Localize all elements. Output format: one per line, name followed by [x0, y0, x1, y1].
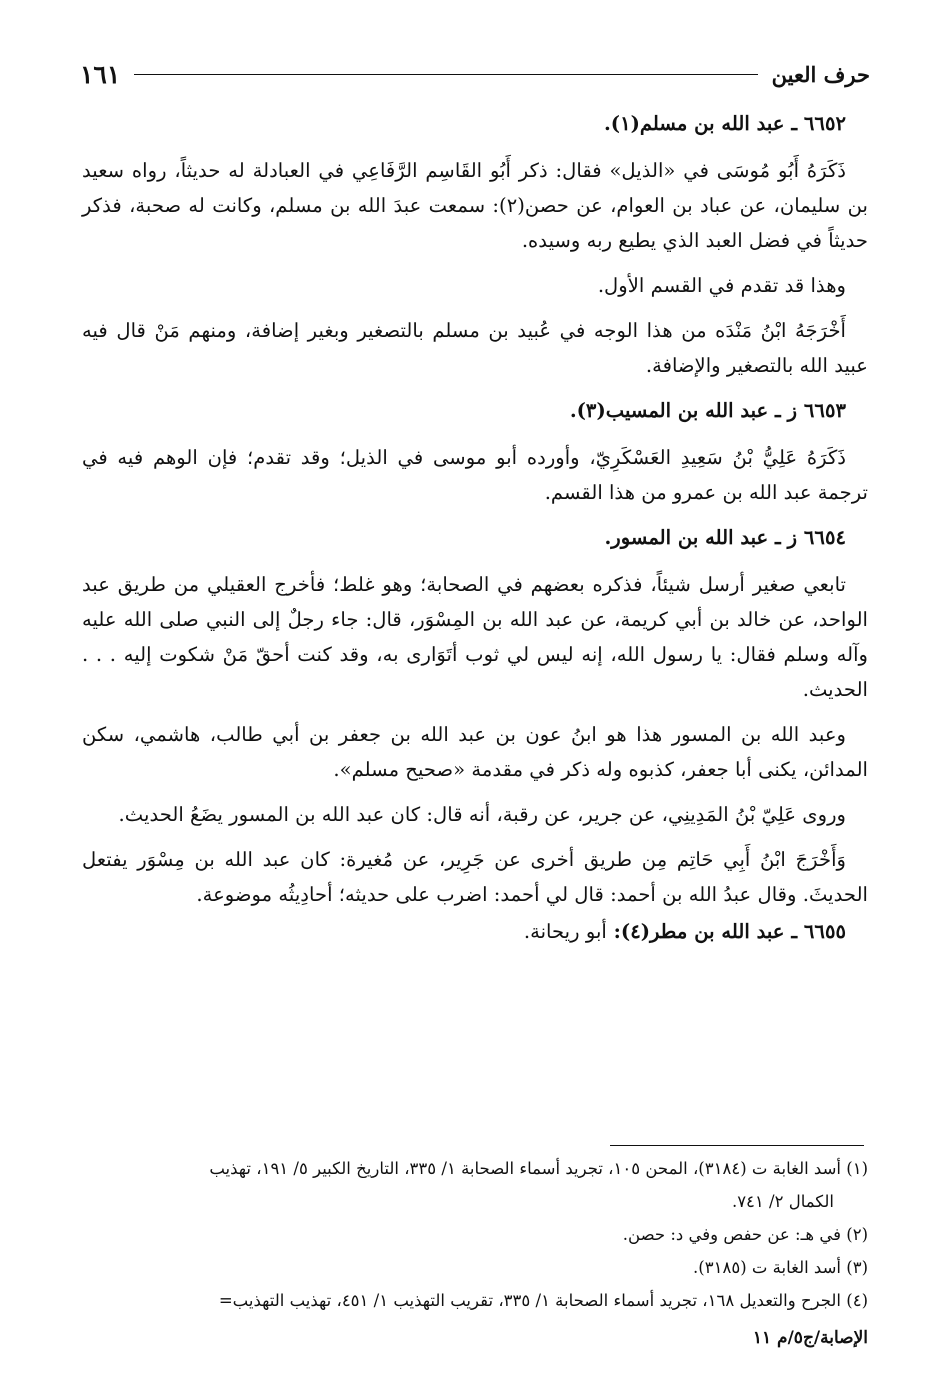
footnote-2: (٢) في هـ: عن حفص وفي د: حصن.: [622, 1225, 868, 1244]
signature-mark: الإصابة/ج٥/م ١١: [752, 1328, 868, 1348]
footnote-1-continuation: الكمال ٢/ ٧٤١.: [731, 1192, 834, 1211]
page-number: ١٦١: [80, 59, 121, 89]
paragraph: وَأَخْرَجَ ابْنُ أَبِي حَاتِم مِن طريق أخرى عن جَرِير، عن مُغيرة: كان عبد الله بن مِسْوَر يفتعل الحديثَ. وقال عبدُ الله بن أحمد: قال لي أحمد: اضرب على حديثه؛ أحادِيثُه موضوعة.: [82, 848, 868, 906]
footnote-1: (١) أسد الغابة ت (٣١٨٤)، المحن ١٠٥، تجريد أسماء الصحابة ١/ ٣٣٥، التاريخ الكبير ٥/ ١٩١، تهذيب: [209, 1159, 868, 1178]
entry-heading-6654: ٦٦٥٤ ز ـ عبد الله بن المسور.: [604, 526, 846, 549]
paragraph: ذَكَرَهُ أَبُو مُوسَى في «الذيل» فقال: ذكر أَبُو القَاسِم الرَّفَاعِي في العبادلة له حديثاً، رواه سعيد بن سليمان، عن عباد بن العوام، عن حصن(٢): سمعت عبدَ الله بن مسلم، وكانت له صحبة، فذكر حديثاً في فضل العبد الذي يطيع ربه وسيده.: [82, 159, 868, 252]
paragraph: ذَكَرَهُ عَلِيُّ بْنُ سَعِيدِ العَسْكَرِيّ، وأورده أبو موسى في الذيل؛ وقد تقدم؛ فإن الوهم فيه في ترجمة عبد الله بن عمرو من هذا القسم.: [82, 446, 868, 504]
entry-heading-6655: [82, 914, 868, 949]
footnote-3: (٣) أسد الغابة ت (٣١٨٥).: [693, 1258, 868, 1277]
main-text: [82, 104, 868, 961]
entry-heading-6653: ٦٦٥٣ ز ـ عبد الله بن المسيب(٣).: [569, 399, 846, 422]
page-header: [80, 56, 870, 92]
paragraph: وروى عَلِيّ بْنُ المَدِينِي، عن جرير، عن رقبة، أنه قال: كان عبد الله بن المسور يضَعُ الحديث.: [118, 803, 846, 826]
paragraph: وهذا قد تقدم في القسم الأول.: [597, 274, 846, 297]
footnote-4: (٤) الجرح والتعديل ١٦٨، تجريد أسماء الصحابة ١/ ٣٣٥، تقريب التهذيب ١/ ٤٥١، تهذيب التهذيب=: [218, 1291, 868, 1310]
chapter-title: حرف العين: [771, 61, 870, 87]
entry-heading-text: ٦٦٥٥ ـ عبد الله بن مطر(٤):: [613, 920, 846, 943]
paragraph: أَخْرَجَهُ ابْنُ مَنْدَه من هذا الوجه في عُبيد بن مسلم بالتصغير وبغير إضافة، ومنهم مَنْ قال فيه عبيد الله بالتصغير والإضافة.: [82, 319, 868, 377]
paragraph: تابعي صغير أرسل شيئاً، فذكره بعضهم في الصحابة؛ وهو غلط؛ فأخرج العقيلي من طريق عبد الواحد، عن خالد بن أبي كريمة، عن عبد الله بن المِسْوَر، قال: جاء رجلٌ إلى النبي صلى الله عليه وآله وسلم فقال: يا رسول الله، إنه ليس لي ثوب أتَوَارى به، وقد كنت أحقّ مَنْ شكوت إليه . . . الحديث.: [82, 573, 868, 701]
header-rule: [134, 74, 757, 75]
footnotes: [80, 1154, 868, 1319]
entry-heading-6652: ٦٦٥٢ ـ عبد الله بن مسلم(١).: [603, 112, 846, 135]
entry-heading-tail: أبو ريحانة.: [523, 920, 607, 943]
footnote-separator: [610, 1145, 864, 1146]
paragraph: وعبد الله بن المسور هذا هو ابنُ عون بن عبد الله بن جعفر بن أبي طالب، هاشمي، سكن المدائن، يكنى أبا جعفر، كذبوه وله ذكر في مقدمة «صحيح مسلم».: [82, 723, 868, 781]
